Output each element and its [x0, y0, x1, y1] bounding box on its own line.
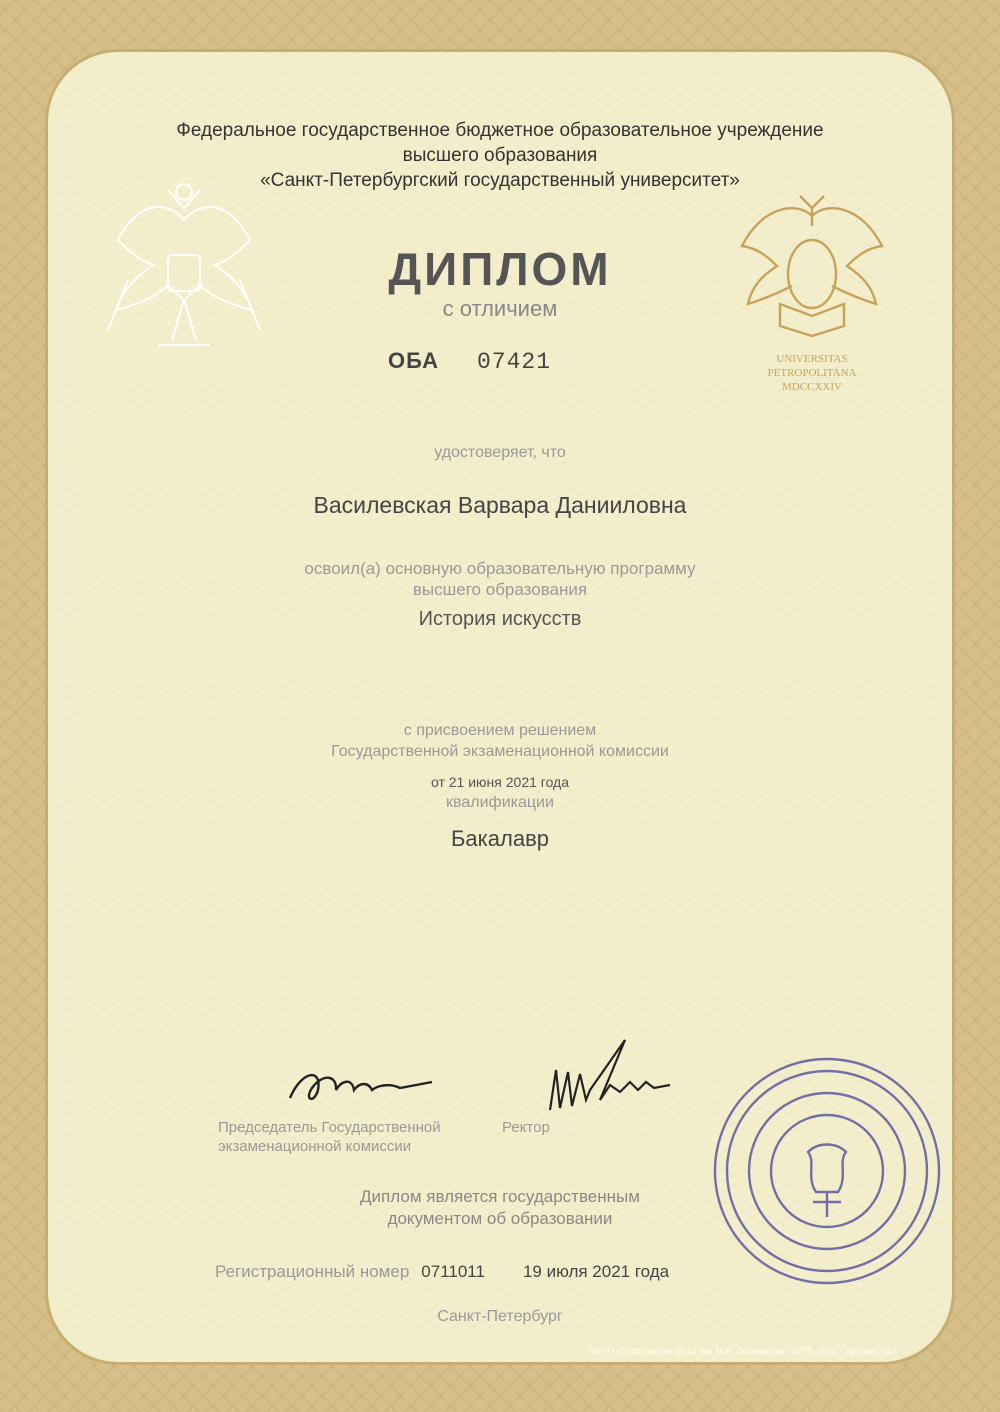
logo-text-3: MDCCXXIV	[782, 381, 842, 393]
assign-line-2: Государственной экзаменационной комиссии	[331, 743, 669, 760]
document-subtitle: с отличием	[442, 296, 558, 321]
decision-date: от 21 июня 2021 года	[430, 774, 570, 790]
registration-label: Регистрационный номер	[215, 1262, 410, 1281]
logo-text-2: PETROPOLITANA	[767, 367, 857, 379]
mastered-text	[0, 558, 1000, 600]
validity-line-1: Диплом является государственным	[360, 1187, 640, 1206]
assignment-text	[0, 720, 1000, 762]
mastered-line-2: высшего образования	[412, 580, 588, 599]
printer-footer: ФГУП «Типография № 12 им. М.И. Лоханкова» · СПб. 2021 · Уровень «Б»	[590, 1346, 899, 1356]
rector-label: Ректор	[502, 1119, 550, 1136]
header-line-1: Федеральное государственное бюджетное образовательное учреждение	[176, 120, 824, 141]
graduate-name: Василевская Варвара Данииловна	[313, 492, 687, 518]
qualification-label: квалификации	[446, 794, 554, 811]
validity-note	[0, 1186, 1000, 1230]
validity-line-2: документом об образовании	[387, 1209, 613, 1228]
university-logo-icon	[722, 186, 902, 406]
qualification-value: Бакалавр	[450, 826, 549, 851]
issue-date: 19 июля 2021 года	[522, 1262, 670, 1281]
official-stamp-icon	[708, 1052, 946, 1290]
chair-signature	[282, 1060, 442, 1110]
mastered-line-1: освоил(а) основную образовательную программу	[304, 559, 696, 578]
registration-row	[215, 1262, 669, 1282]
program-name: История искусств	[418, 608, 582, 630]
assign-line-1: с присвоением решением	[403, 722, 597, 739]
document-title: ДИПЛОМ	[388, 243, 612, 295]
header-line-3: «Санкт-Петербургский государственный университет»	[260, 170, 740, 191]
chair-line-2: экзаменационной комиссии	[218, 1138, 412, 1155]
header-line-2: высшего образования	[402, 145, 598, 166]
rector-signature	[530, 1030, 680, 1125]
city: Санкт-Петербург	[437, 1308, 563, 1325]
chair-label	[218, 1118, 441, 1156]
chair-line-1: Председатель Государственной	[218, 1119, 441, 1136]
series: ОБА	[388, 348, 439, 373]
document-number: 07421	[476, 349, 551, 375]
document-serial	[388, 348, 551, 375]
registration-number: 0711011	[421, 1262, 485, 1281]
logo-text-1: UNIVERSITAS	[776, 353, 848, 365]
certifies-text: удостоверяет, что	[434, 444, 566, 461]
